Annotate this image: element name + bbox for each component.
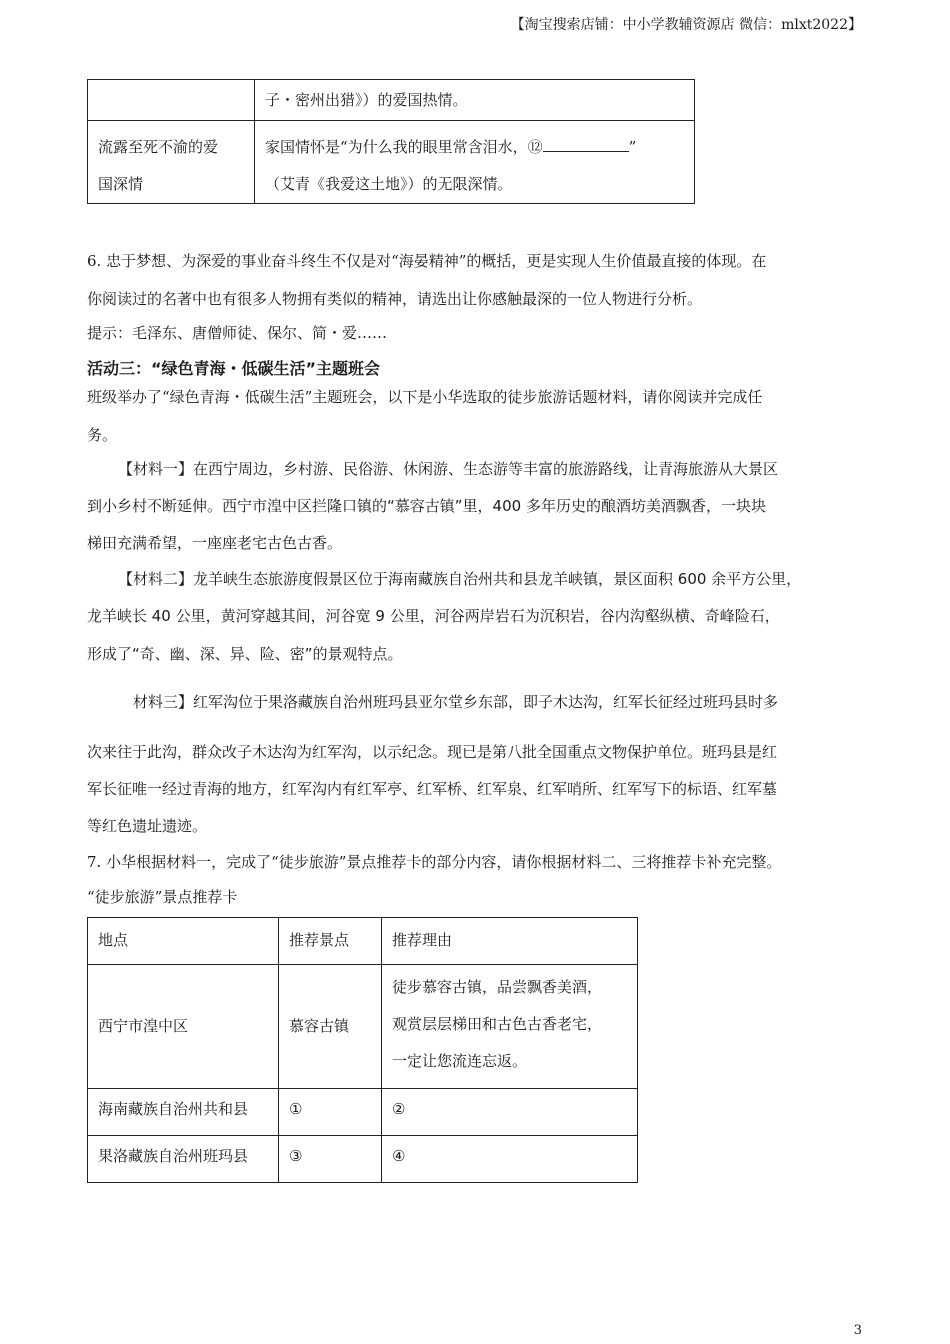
answer-cell-2[interactable]: ②: [382, 1089, 638, 1136]
material1-line1: 【材料一】在西宁周边，乡村游、民俗游、休闲游、生态游等丰富的旅游路线，让青海旅游从大景区: [118, 460, 779, 478]
table-cell: [382, 965, 638, 1089]
cell-text: （艾青《我爱这土地》）的无限深情。: [265, 175, 513, 193]
table-cell: 海南藏族自治州共和县: [88, 1089, 279, 1136]
activity3-title: 活动三：“绿色青海・低碳生活”主题班会: [87, 359, 381, 378]
material1-line2: 到小乡村不断延伸。西宁市湟中区拦隆口镇的“慕容古镇”里，400 多年历史的酿酒坊美酒飘香，一块块: [87, 497, 766, 515]
table-row: [88, 121, 695, 204]
table-header-row: [88, 918, 638, 965]
q6-line1: 6. 忠于梦想、为深爱的事业奋斗终生不仅是对“海晏精神”的概括，更是实现人生价值最直接的体现。在: [87, 252, 767, 270]
material3-line4: 等红色遗址遗迹。: [87, 817, 208, 835]
table-cell: [88, 121, 255, 204]
answer-cell-3[interactable]: ③: [279, 1136, 382, 1183]
table-cell: [255, 121, 695, 204]
cell-text: 国深情: [98, 175, 144, 193]
material2-line3: 形成了“奇、幽、深、异、险、密”的景观特点。: [87, 645, 403, 663]
top-table: [87, 79, 695, 204]
answer-cell-4[interactable]: ④: [382, 1136, 638, 1183]
material3-line1: [133, 691, 778, 712]
table-row: [88, 1089, 638, 1136]
header-cell: 推荐理由: [382, 918, 638, 965]
q7-line1: 7. 小华根据材料一，完成了“徒步旅游”景点推荐卡的部分内容，请你根据材料二、三将推荐卡补充完整。: [87, 853, 782, 871]
table-cell: 慕容古镇: [279, 965, 382, 1089]
cell-text-part: 家国情怀是“为什么我的眼里常含泪水，⑫: [265, 138, 543, 156]
answer-blank[interactable]: [543, 135, 629, 152]
page-number: 3: [853, 1323, 862, 1338]
table-cell: [88, 80, 255, 121]
material2-line1: 【材料二】龙羊峡生态旅游度假景区位于海南藏族自治州共和县龙羊峡镇，景区面积 600 余平方公里，: [118, 570, 802, 588]
cell-text: 流露至死不渝的爱: [98, 138, 219, 156]
table-cell: 子・密州出猎》）的爱国热情。: [255, 80, 695, 121]
material2-line2: 龙羊峡长 40 公里，黄河穿越其间，河谷宽 9 公里，河谷两岸岩石为沉积岩，谷内沟壑纵横、奇峰险石，: [87, 607, 780, 625]
material3-line2: 次来往于此沟，群众改子木达沟为红军沟，以示纪念。现已是第八批全国重点文物保护单位。班玛县是红: [87, 743, 778, 761]
recommendation-table: [87, 917, 638, 1183]
material3-label: 材料三】: [133, 693, 194, 711]
material3-line3: 军长征唯一经过青海的地方，红军沟内有红军亭、红军桥、红军泉、红军哨所、红军写下的标语、红军墓: [87, 780, 778, 798]
material1-line3: 梯田充满希望，一座座老宅古色古香。: [87, 534, 343, 552]
activity3-intro1: 班级举办了“绿色青海・低碳生活”主题班会，以下是小华选取的徒步旅游话题材料，请你阅读并完成任: [87, 388, 763, 406]
cell-text: 观赏层层梯田和古色古香老宅，: [392, 1015, 603, 1033]
header-cell: 地点: [88, 918, 279, 965]
activity3-intro2: 务。: [87, 426, 118, 444]
cell-text: 一定让您流连忘返。: [392, 1052, 528, 1070]
answer-cell-1[interactable]: ①: [279, 1089, 382, 1136]
table-row: [88, 1136, 638, 1183]
table-cell: 西宁市湟中区: [88, 965, 279, 1089]
table-row: [88, 965, 638, 1089]
cell-text-part: ”: [628, 138, 637, 156]
table-cell: 果洛藏族自治州班玛县: [88, 1136, 279, 1183]
material3-text: 红军沟位于果洛藏族自治州班玛县亚尔堂乡东部，即子木达沟，红军长征经过班玛县时多: [193, 693, 779, 711]
header-cell: 推荐景点: [279, 918, 382, 965]
cell-text: 徒步慕容古镇，品尝飘香美酒，: [392, 978, 603, 996]
q6-hint: 提示：毛泽东、唐僧师徒、保尔、简・爱……: [87, 324, 388, 342]
card-title: “徒步旅游”景点推荐卡: [87, 888, 238, 906]
q6-line2: 你阅读过的名著中也有很多人物拥有类似的精神，请选出让你感触最深的一位人物进行分析。: [87, 290, 703, 308]
table-row: [88, 80, 695, 121]
cell-text: [265, 129, 684, 166]
page-header: 【淘宝搜索店铺：中小学教辅资源店 微信：mlxt2022】: [510, 17, 862, 33]
